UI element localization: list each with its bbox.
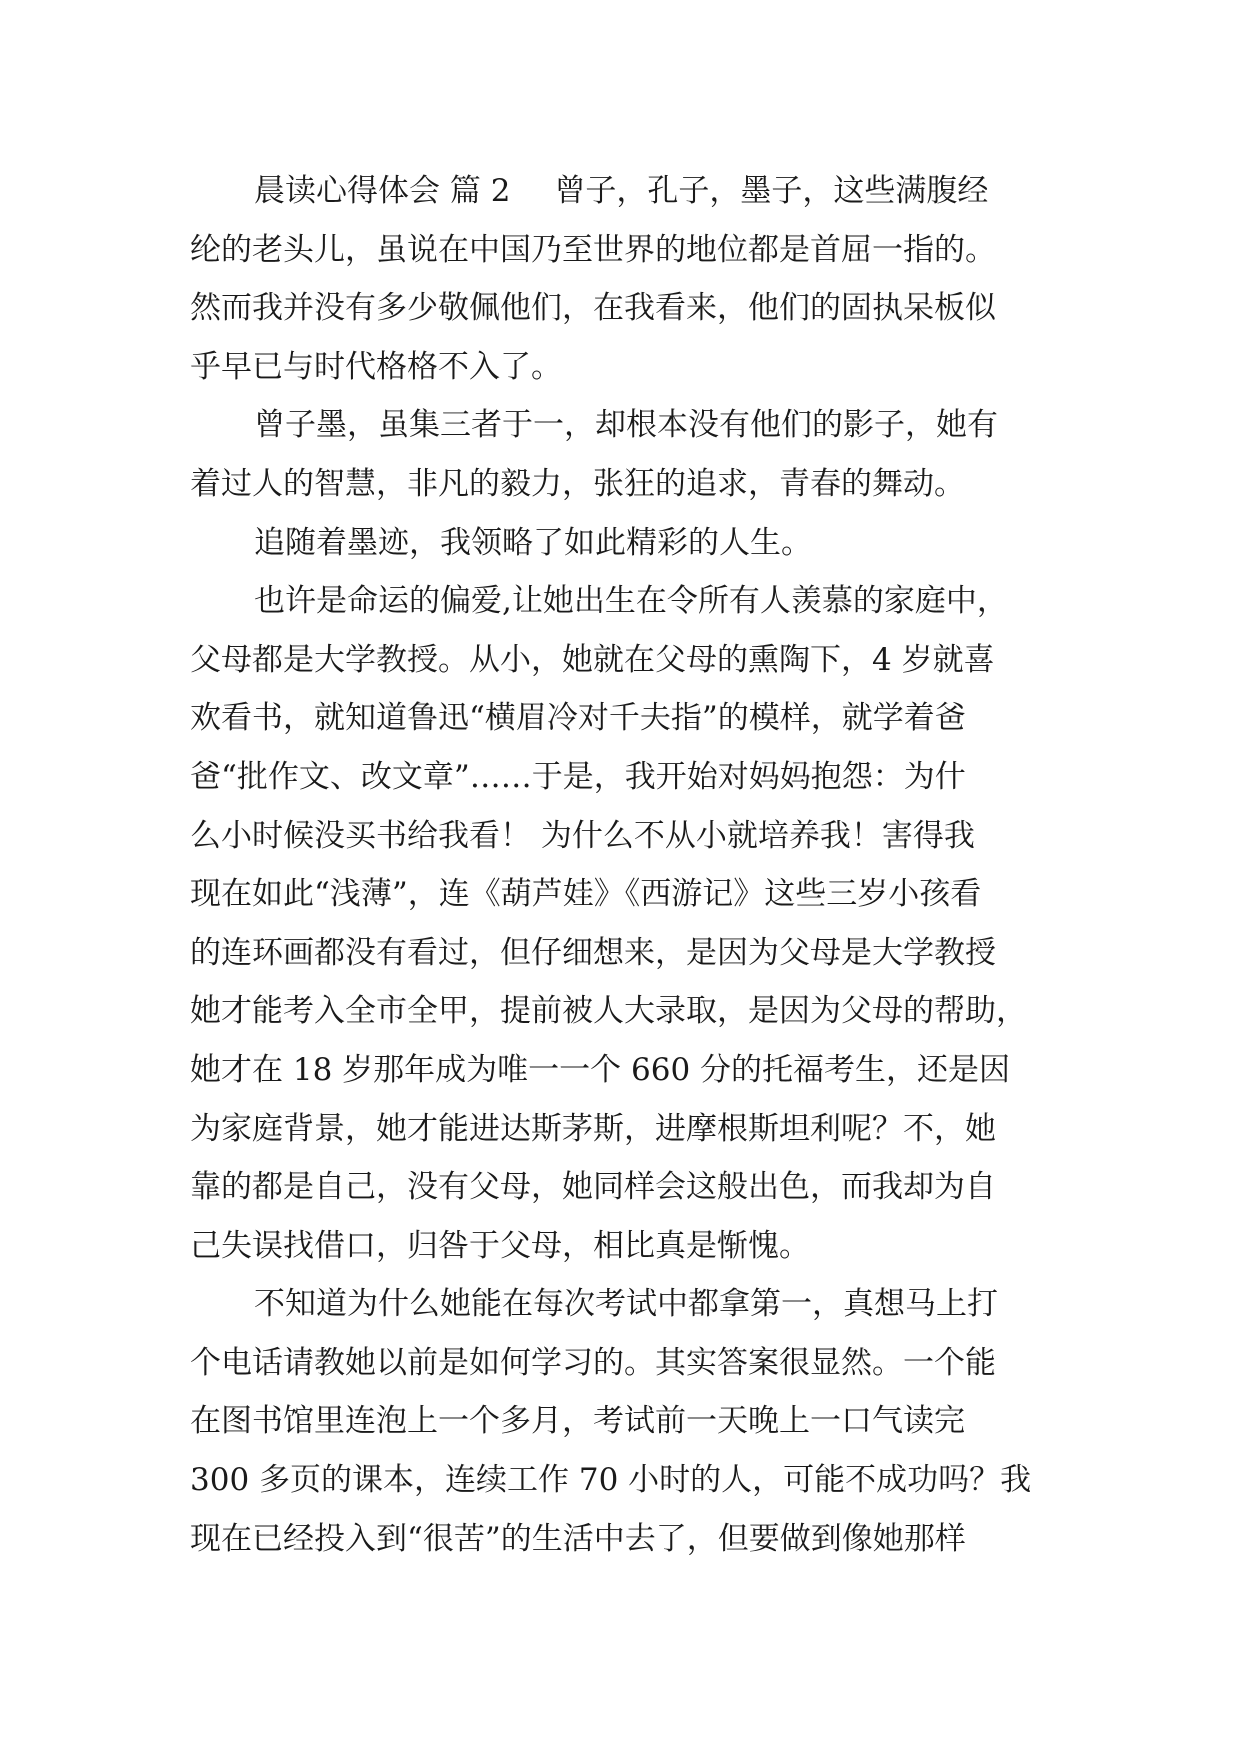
text-line: 欢看书，就知道鲁迅“横眉冷对千夫指”的模样，就学着爸	[190, 700, 966, 737]
text-line: 的连环画都没有看过，但仔细想来，是因为父母是大学教授	[190, 934, 996, 971]
text-line: 曾子墨，虽集三者于一，却根本没有他们的影子，她有	[254, 407, 998, 444]
text-line: 己失误找借口，归咎于父母，相比真是惭愧。	[190, 1227, 810, 1264]
paragraph-text: 曾子，孔子，墨子，这些满腹经	[554, 173, 989, 209]
text-line: 300 多页的课本，连续工作 70 小时的人，可能不成功吗？我	[190, 1462, 1032, 1499]
text-line: 个电话请教她以前是如何学习的。其实答案很显然。一个能	[190, 1344, 996, 1381]
text-line: 然而我并没有多少敬佩他们，在我看来，他们的固执呆板似	[190, 290, 996, 327]
text-line: 现在如此“浅薄”，连《葫芦娃》《西游记》这些三岁小孩看	[190, 876, 982, 913]
document-body	[190, 162, 1090, 1568]
text-line: 纶的老头儿，虽说在中国乃至世界的地位都是首屈一指的。	[190, 231, 996, 268]
text-line: 她才在 18 岁那年成为唯一一个 660 分的托福考生，还是因	[190, 1051, 1011, 1088]
text-line: 也许是命运的偏爱,让她出生在令所有人羡慕的家庭中，	[254, 583, 1008, 620]
text-line: 她才能考入全市全甲，提前被人大录取，是因为父母的帮助，	[190, 993, 1027, 1030]
text-line: 乎早已与时代格格不入了。	[190, 348, 562, 385]
text-line: 为家庭背景，她才能进达斯茅斯，进摩根斯坦利呢？不，她	[190, 1110, 996, 1147]
heading-line	[190, 162, 1090, 221]
text-line: 追随着墨迹，我领略了如此精彩的人生。	[254, 524, 812, 561]
text-line: 着过人的智慧，非凡的毅力，张狂的追求，青春的舞动。	[190, 465, 965, 502]
text-line: 靠的都是自己，没有父母，她同样会这般出色，而我却为自	[190, 1169, 996, 1206]
text-line: 不知道为什么她能在每次考试中都拿第一，真想马上打	[254, 1286, 998, 1323]
text-line: 爸“批作文、改文章”……于是，我开始对妈妈抱怨：为什	[190, 758, 966, 795]
text-line: 父母都是大学教授。从小，她就在父母的熏陶下，4 岁就喜	[190, 641, 995, 678]
text-line: 现在已经投入到“很苦”的生活中去了，但要做到像她那样	[190, 1520, 966, 1557]
text-line: 么小时候没买书给我看！ 为什么不从小就培养我！害得我	[190, 817, 975, 854]
text-line: 在图书馆里连泡上一个多月，考试前一天晚上一口气读完	[190, 1403, 965, 1440]
section-heading: 晨读心得体会 篇 2	[254, 173, 511, 209]
